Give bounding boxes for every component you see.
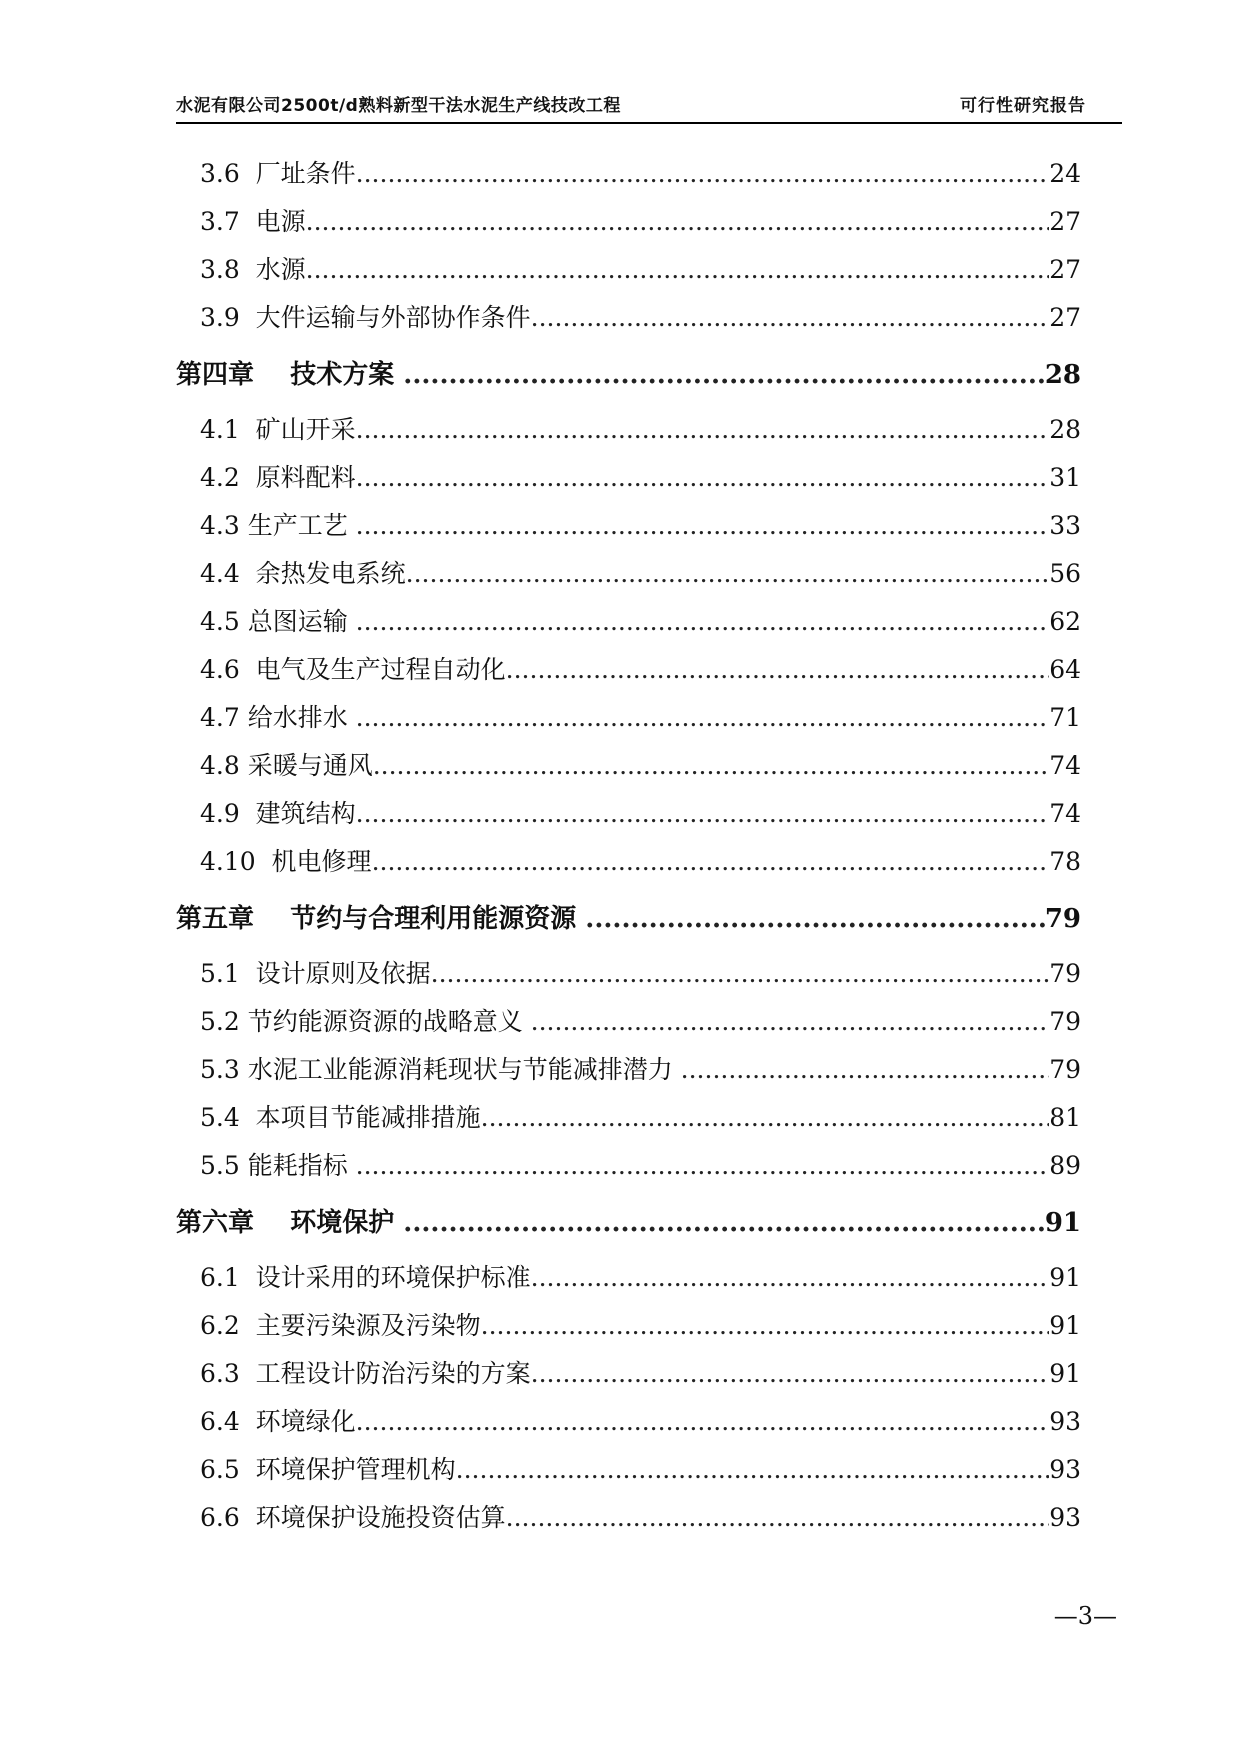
toc-section[interactable] [200, 1350, 1081, 1398]
toc-chapter[interactable] [176, 346, 1081, 404]
toc-entry-page: 89 [1049, 1151, 1081, 1180]
toc-entry-title: 第六章 环境保护 [176, 1208, 404, 1238]
toc-entry-page: 91 [1049, 1263, 1081, 1292]
toc-entry-title: 第五章 节约与合理利用能源资源 [176, 904, 586, 934]
toc-section[interactable] [200, 838, 1081, 886]
toc-section[interactable] [200, 454, 1081, 502]
dot-leader [306, 198, 1050, 246]
toc-entry-title: 5.1 设计原则及依据 [200, 959, 431, 988]
table-of-contents [176, 150, 1081, 1542]
dot-leader [356, 150, 1050, 198]
toc-section[interactable] [200, 742, 1081, 790]
dot-leader [531, 998, 1050, 1046]
dot-leader [306, 246, 1050, 294]
toc-entry-page: 27 [1049, 255, 1081, 284]
toc-section[interactable] [200, 1302, 1081, 1350]
toc-entry-page: 24 [1049, 159, 1081, 188]
dot-leader [456, 1446, 1050, 1494]
dot-leader [356, 598, 1050, 646]
toc-entry-page: 74 [1049, 751, 1081, 780]
toc-entry-page: 79 [1049, 1007, 1081, 1036]
toc-section[interactable] [200, 1046, 1081, 1094]
toc-entry-title: 6.5 环境保护管理机构 [200, 1455, 456, 1484]
dot-leader [403, 346, 1045, 404]
toc-entry-title: 3.9 大件运输与外部协作条件 [200, 303, 531, 332]
toc-section[interactable] [200, 646, 1081, 694]
toc-entry-title: 6.1 设计采用的环境保护标准 [200, 1263, 531, 1292]
toc-entry-page: 28 [1044, 360, 1081, 390]
page-header [176, 86, 1122, 124]
toc-section[interactable] [200, 1398, 1081, 1446]
toc-entry-title: 4.1 矿山开采 [200, 415, 356, 444]
dot-leader [585, 890, 1045, 948]
toc-entry-page: 91 [1049, 1359, 1081, 1388]
toc-entry-title: 5.4 本项目节能减排措施 [200, 1103, 481, 1132]
toc-entry-title: 3.6 厂址条件 [200, 159, 356, 188]
toc-entry-page: 79 [1049, 1055, 1081, 1084]
dot-leader [373, 742, 1049, 790]
toc-entry-title: 4.9 建筑结构 [200, 799, 356, 828]
toc-entry-title: 4.5 总图运输 [200, 607, 356, 636]
toc-entry-page: 27 [1049, 207, 1081, 236]
page-number: —3— [1053, 1602, 1117, 1630]
toc-entry-page: 79 [1049, 959, 1081, 988]
dot-leader [356, 1142, 1050, 1190]
dot-leader [356, 406, 1050, 454]
toc-entry-page: 93 [1049, 1455, 1081, 1484]
dot-leader [531, 294, 1050, 342]
dot-leader [372, 838, 1050, 886]
toc-section[interactable] [200, 198, 1081, 246]
toc-section[interactable] [200, 598, 1081, 646]
toc-section[interactable] [200, 294, 1081, 342]
toc-chapter[interactable] [176, 890, 1081, 948]
dot-leader [506, 1494, 1050, 1542]
toc-entry-title: 3.7 电源 [200, 207, 306, 236]
toc-entry-page: 71 [1049, 703, 1081, 732]
toc-entry-page: 74 [1049, 799, 1081, 828]
dot-leader [531, 1254, 1050, 1302]
dot-leader [356, 694, 1050, 742]
toc-section[interactable] [200, 150, 1081, 198]
toc-entry-page: 81 [1049, 1103, 1081, 1132]
toc-entry-page: 62 [1049, 607, 1081, 636]
toc-section[interactable] [200, 1494, 1081, 1542]
toc-section[interactable] [200, 1254, 1081, 1302]
toc-section[interactable] [200, 790, 1081, 838]
toc-entry-page: 79 [1044, 904, 1081, 934]
dot-leader [356, 1398, 1050, 1446]
toc-entry-title: 4.7 给水排水 [200, 703, 356, 732]
toc-entry-title: 6.3 工程设计防治污染的方案 [200, 1359, 531, 1388]
dot-leader [531, 1350, 1050, 1398]
toc-entry-page: 56 [1049, 559, 1081, 588]
toc-entry-page: 27 [1049, 303, 1081, 332]
toc-section[interactable] [200, 1094, 1081, 1142]
toc-section[interactable] [200, 950, 1081, 998]
toc-section[interactable] [200, 998, 1081, 1046]
toc-section[interactable] [200, 406, 1081, 454]
toc-section[interactable] [200, 550, 1081, 598]
toc-entry-title: 4.10 机电修理 [200, 847, 372, 876]
dot-leader [681, 1046, 1050, 1094]
toc-entry-title: 5.5 能耗指标 [200, 1151, 356, 1180]
dot-leader [403, 1194, 1045, 1252]
dot-leader [506, 646, 1050, 694]
toc-entry-title: 第四章 技术方案 [176, 360, 404, 390]
dot-leader [356, 454, 1050, 502]
toc-section[interactable] [200, 1446, 1081, 1494]
report-type: 可行性研究报告 [960, 96, 1086, 116]
toc-entry-title: 3.8 水源 [200, 255, 306, 284]
toc-entry-title: 6.2 主要污染源及污染物 [200, 1311, 481, 1340]
toc-section[interactable] [200, 1142, 1081, 1190]
toc-entry-title: 4.2 原料配料 [200, 463, 356, 492]
dot-leader [406, 550, 1050, 598]
toc-entry-page: 93 [1049, 1407, 1081, 1436]
toc-section[interactable] [200, 502, 1081, 550]
toc-entry-title: 4.4 余热发电系统 [200, 559, 406, 588]
toc-entry-title: 4.8 采暖与通风 [200, 751, 373, 780]
toc-entry-title: 5.3 水泥工业能源消耗现状与节能减排潜力 [200, 1055, 681, 1084]
toc-entry-page: 93 [1049, 1503, 1081, 1532]
toc-entry-title: 6.6 环境保护设施投资估算 [200, 1503, 506, 1532]
dot-leader [481, 1302, 1050, 1350]
toc-entry-page: 91 [1044, 1208, 1081, 1238]
document-title: 水泥有限公司2500t/d熟料新型干法水泥生产线技改工程 [176, 96, 621, 116]
toc-entry-page: 28 [1049, 415, 1081, 444]
dot-leader [356, 790, 1050, 838]
dot-leader [356, 502, 1050, 550]
toc-section[interactable] [200, 246, 1081, 294]
toc-entry-page: 91 [1049, 1311, 1081, 1340]
toc-chapter[interactable] [176, 1194, 1081, 1252]
toc-entry-page: 78 [1049, 847, 1081, 876]
toc-entry-title: 6.4 环境绿化 [200, 1407, 356, 1436]
toc-entry-page: 64 [1049, 655, 1081, 684]
toc-entry-title: 5.2 节约能源资源的战略意义 [200, 1007, 531, 1036]
toc-entry-title: 4.3 生产工艺 [200, 511, 356, 540]
toc-entry-page: 31 [1049, 463, 1081, 492]
toc-section[interactable] [200, 694, 1081, 742]
dot-leader [431, 950, 1050, 998]
toc-entry-page: 33 [1049, 511, 1081, 540]
dot-leader [481, 1094, 1050, 1142]
toc-entry-title: 4.6 电气及生产过程自动化 [200, 655, 506, 684]
